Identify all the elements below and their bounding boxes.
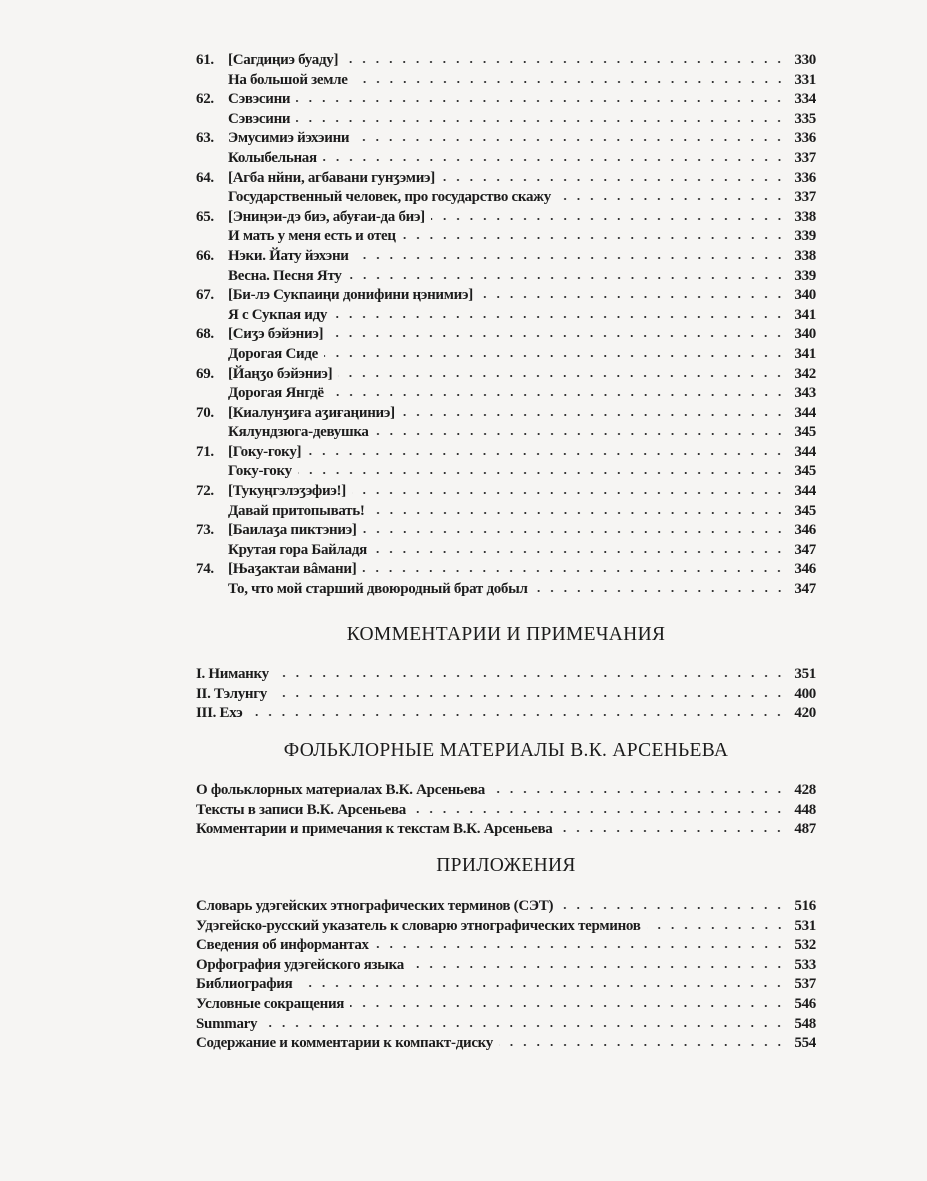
dot-leader (559, 906, 786, 910)
entry-title: Дорогая Сиде (228, 345, 318, 362)
toc-entry (196, 52, 816, 72)
toc-entry (196, 802, 816, 822)
dot-leader (275, 674, 786, 678)
entry-title: II. Тэлунгу (196, 685, 267, 702)
toc-entry (196, 581, 816, 601)
dot-leader (373, 550, 786, 554)
entry-title: Весна. Песня Яту (228, 267, 342, 284)
dot-leader (647, 926, 786, 930)
toc-entry (196, 666, 816, 686)
toc-entry (196, 705, 816, 725)
entry-title: Эмусимиэ йэхэини (228, 130, 350, 147)
dot-leader (352, 491, 786, 495)
dot-leader (375, 945, 786, 949)
toc-entry (196, 72, 816, 92)
dot-leader (557, 197, 786, 201)
entry-page-number: 345 (794, 424, 816, 441)
entry-title: И мать у меня есть и отец (228, 228, 396, 245)
toc-entry (196, 209, 816, 229)
entry-page-number: 346 (794, 561, 816, 578)
entry-title: О фольклорных материалах В.К. Арсеньева (196, 782, 485, 798)
toc-entry (196, 463, 816, 483)
dot-leader (350, 1004, 786, 1008)
arsenyev-list (196, 782, 816, 841)
toc-entry (196, 1035, 816, 1055)
entry-page-number: 334 (794, 91, 816, 108)
toc-entry (196, 346, 816, 366)
entry-number: 72. (196, 483, 214, 500)
entry-title: Гоку-гоку (228, 463, 292, 480)
song-list (196, 52, 816, 601)
entry-title: То, что мой старший двоюродный брат добыл (228, 581, 528, 598)
dot-leader (371, 511, 786, 515)
toc-entry (196, 385, 816, 405)
entry-title: Дорогая Янгдё (228, 385, 324, 402)
entry-title: Государственный человек, про государство скажу (228, 189, 551, 206)
toc-entry (196, 268, 816, 288)
dot-leader (499, 1043, 786, 1047)
dot-leader (355, 256, 786, 260)
dot-leader (412, 810, 786, 814)
entry-number: 64. (196, 169, 214, 186)
entry-page-number: 346 (794, 522, 816, 539)
entry-page-number: 554 (794, 1035, 816, 1052)
entry-title: Я с Сукпая иду (228, 306, 328, 323)
dot-leader (348, 276, 786, 280)
dot-leader (333, 315, 786, 319)
dot-leader (441, 178, 786, 182)
dot-leader (534, 589, 786, 593)
toc-entry (196, 686, 816, 706)
toc-entry (196, 957, 816, 977)
toc-entry (196, 542, 816, 562)
entry-title: Орфография удэгейского языка (196, 956, 405, 973)
toc-entry (196, 248, 816, 268)
entry-number: 66. (196, 247, 214, 264)
entry-page-number: 347 (794, 541, 816, 558)
dot-leader (296, 119, 786, 123)
entry-page-number: 337 (794, 189, 816, 206)
dot-leader (330, 393, 786, 397)
entry-title: Содержание и комментарии к компакт-диску (196, 1035, 494, 1052)
entry-page-number: 344 (794, 483, 816, 500)
entry-page-number: 341 (794, 345, 816, 362)
entry-page-number: 343 (794, 385, 816, 402)
toc-entry (196, 130, 816, 150)
entry-title: Удэгейско-русский указатель к словарю этнографических терминов (196, 917, 641, 934)
entry-page-number: 341 (794, 306, 816, 323)
dot-leader (431, 217, 786, 221)
toc-entry (196, 287, 816, 307)
entry-page-number: 338 (794, 208, 816, 225)
entry-page-number: 342 (794, 365, 816, 382)
entry-page-number: 347 (794, 581, 816, 598)
toc-entry (196, 228, 816, 248)
appendices-list (196, 898, 816, 1055)
dot-leader (362, 569, 786, 573)
entry-number: 65. (196, 208, 214, 225)
entry-title: [Киалунӡиға аӡиғаңиниэ] (228, 404, 395, 421)
dot-leader (296, 99, 786, 103)
entry-title: Колыбельная (228, 149, 317, 166)
entry-title: [Агба нйни, агбавани гунӡэмиэ] (228, 169, 435, 186)
dot-leader (248, 713, 786, 717)
entry-title: Кялундзюга-девушка (228, 424, 369, 441)
toc-entry (196, 444, 816, 464)
dot-leader (402, 236, 786, 240)
dot-leader (479, 295, 786, 299)
dot-leader (491, 790, 786, 794)
entry-page-number: 400 (794, 685, 816, 702)
toc-entry (196, 976, 816, 996)
toc-entry (196, 150, 816, 170)
entry-page-number: 338 (794, 247, 816, 264)
entry-title: [Њаӡактаи вâмани] (228, 561, 357, 578)
entry-title: Крутая гора Байладя (228, 541, 367, 558)
entry-page-number: 345 (794, 463, 816, 480)
entry-title: [Би-лэ Сукпаиңи донифини ңэнимиэ] (228, 287, 473, 304)
dot-leader (410, 965, 786, 969)
entry-page-number: 330 (794, 52, 816, 68)
entry-number: 70. (196, 404, 214, 421)
entry-page-number: 339 (794, 228, 816, 245)
entry-page-number: 331 (794, 71, 816, 88)
toc-entry (196, 366, 816, 386)
entry-page-number: 344 (794, 404, 816, 421)
entry-title: [Гоку-гоку] (228, 443, 302, 460)
dot-leader (273, 694, 786, 698)
toc-entry (196, 898, 816, 918)
entry-page-number: 428 (794, 782, 816, 798)
entry-page-number: 351 (794, 666, 816, 682)
section-heading-appendices: ПРИЛОЖЕНИЯ (436, 855, 576, 876)
entry-page-number: 336 (794, 130, 816, 147)
dot-leader (558, 829, 786, 833)
entry-title: I. Ниманку (196, 666, 269, 682)
dot-leader (324, 354, 786, 358)
dot-leader (401, 413, 786, 417)
entry-title: Нэки. Йату йэхэни (228, 247, 349, 264)
toc-entry (196, 937, 816, 957)
entry-title: [Эниңэи-дэ биэ, абуғаи-да биэ] (228, 208, 425, 225)
entry-page-number: 344 (794, 443, 816, 460)
toc-entry (196, 483, 816, 503)
toc-entry (196, 405, 816, 425)
entry-page-number: 340 (794, 326, 816, 343)
entry-title: Словарь удэгейских этнографических терминов (СЭТ) (196, 898, 554, 914)
entry-title: Тексты в записи В.К. Арсеньева (196, 801, 407, 818)
dot-leader (263, 1024, 786, 1028)
entry-page-number: 531 (794, 917, 816, 934)
entry-page-number: 340 (794, 287, 816, 304)
entry-title: Давай притопывать! (228, 502, 365, 519)
dot-leader (329, 334, 786, 338)
entry-title: Сэвэсини (228, 91, 291, 108)
dot-leader (307, 452, 786, 456)
entry-page-number: 420 (794, 705, 816, 722)
entry-page-number: 339 (794, 267, 816, 284)
dot-leader (338, 374, 786, 378)
entry-number: 67. (196, 287, 214, 304)
entry-title: Сведения об информантах (196, 937, 369, 954)
toc-entry (196, 111, 816, 131)
dot-leader (375, 432, 786, 436)
toc-entry (196, 561, 816, 581)
entry-title: Summary (196, 1015, 258, 1032)
entry-title: III. Ехэ (196, 705, 243, 722)
comments-list (196, 666, 816, 725)
toc-entry (196, 996, 816, 1016)
entry-page-number: 546 (794, 995, 816, 1012)
entry-page-number: 337 (794, 149, 816, 166)
entry-title: Сэвэсини (228, 110, 291, 127)
entry-page-number: 335 (794, 110, 816, 127)
entry-page-number: 548 (794, 1015, 816, 1032)
entry-number: 74. (196, 561, 214, 578)
entry-title: [Сагдиңиэ буаду] (228, 52, 339, 68)
entry-title: [Сиӡэ бэйэниэ] (228, 326, 324, 343)
entry-page-number: 537 (794, 976, 816, 993)
toc-entry (196, 170, 816, 190)
entry-number: 68. (196, 326, 214, 343)
entry-number: 62. (196, 91, 214, 108)
entry-title: Условные сокращения (196, 995, 345, 1012)
entry-title: [Йаңӡо бэйэниэ] (228, 365, 333, 382)
dot-leader (344, 60, 786, 64)
entry-page-number: 487 (794, 821, 816, 838)
entry-number: 61. (196, 52, 214, 68)
entry-page-number: 345 (794, 502, 816, 519)
entry-title: Комментарии и примечания к текстам В.К. Арсеньева (196, 821, 553, 838)
toc-entry (196, 307, 816, 327)
toc-entry (196, 91, 816, 111)
entry-page-number: 336 (794, 169, 816, 186)
toc-entry (196, 424, 816, 444)
dot-leader (323, 158, 786, 162)
toc-entry (196, 503, 816, 523)
section-heading-arsenyev: ФОЛЬКЛОРНЫЕ МАТЕРИАЛЫ В.К. АРСЕНЬЕВА (283, 740, 729, 761)
section-heading-comments: КОММЕНТАРИИ И ПРИМЕЧАНИЯ (346, 624, 666, 645)
dot-leader (354, 80, 786, 84)
dot-leader (298, 471, 786, 475)
entry-title: Библиография (196, 976, 293, 993)
dot-leader (298, 984, 786, 988)
toc-entry (196, 1016, 816, 1036)
entry-number: 69. (196, 365, 214, 382)
entry-page-number: 448 (794, 801, 816, 818)
entry-title: На большой земле (228, 71, 348, 88)
toc-entry (196, 326, 816, 346)
entry-title: [Тукуңгэлэӡэфиэ!] (228, 483, 346, 500)
entry-page-number: 533 (794, 956, 816, 973)
dot-leader (363, 530, 786, 534)
entry-title: [Баилаӡа пиктэниэ] (228, 522, 357, 539)
toc-entry (196, 821, 816, 841)
entry-page-number: 516 (794, 898, 816, 914)
toc-entry (196, 782, 816, 802)
entry-number: 63. (196, 130, 214, 147)
dot-leader (355, 138, 786, 142)
entry-number: 71. (196, 443, 214, 460)
entry-page-number: 532 (794, 937, 816, 954)
toc-entry (196, 189, 816, 209)
toc-entry (196, 522, 816, 542)
entry-number: 73. (196, 522, 214, 539)
toc-entry (196, 918, 816, 938)
